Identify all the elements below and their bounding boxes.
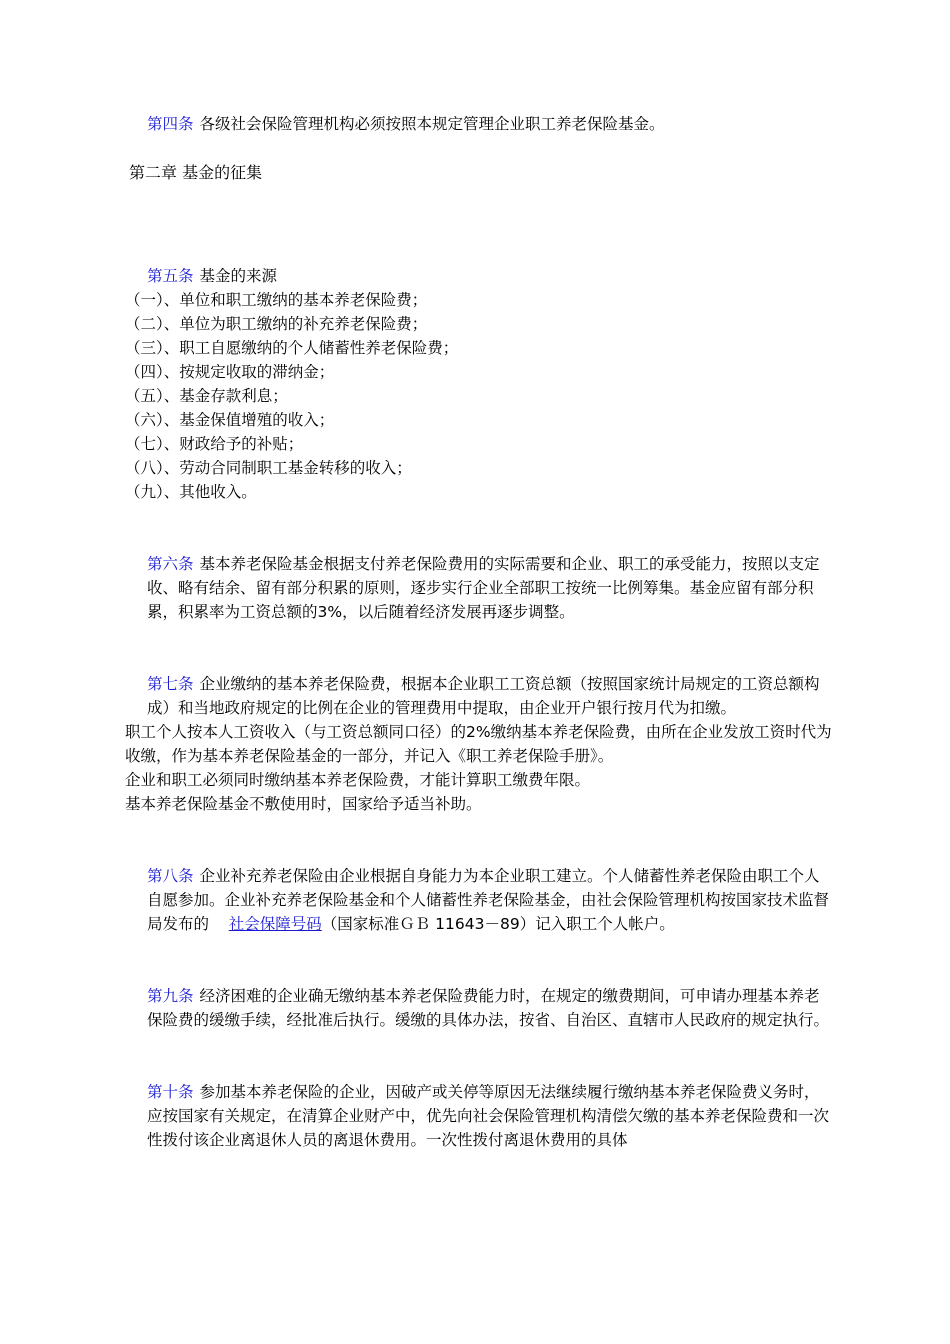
article-text: 经济困难的企业确无缴纳基本养老保险费能力时，在规定的缴费期间，可申请办理基本养老保险费的缓缴手续，经批准后执行。缓缴的具体办法，按省、自治区、直辖市人民政府的规定执行。 xyxy=(147,987,830,1029)
article-7-paragraph-2: 职工个人按本人工资收入（与工资总额同口径）的2%缴纳基本养老保险费，由所在企业发放工资时代为收缴，作为基本养老保险基金的一部分，并记入《职工养老保险手册》。 xyxy=(125,723,832,765)
list-item: （一）、单位和职工缴纳的基本养老保险费； xyxy=(125,291,428,309)
article-8 xyxy=(125,864,835,936)
chapter-heading: 第二章 基金的征集 xyxy=(129,163,263,182)
list-item: （六）、基金保值增殖的收入； xyxy=(125,411,335,429)
article-text: 参加基本养老保险的企业，因破产或关停等原因无法继续履行缴纳基本养老保险费义务时，应按国家有关规定，在清算企业财产中，优先向社会保险管理机构清偿欠缴的基本养老保险费和一次性拨付该企业离退休人员的离退休费用。一次性拨付离退休费用的具体 xyxy=(147,1083,830,1149)
article-text: 基金的来源 xyxy=(199,267,278,285)
article-label: 第四条 xyxy=(147,115,194,133)
article-5 xyxy=(125,264,835,288)
article-text: 企业补充养老保险由企业根据自身能力为本企业职工建立。个人储蓄性养老保险由职工个人自愿参加。企业补充养老保险基金和个人储蓄性养老保险基金，由社会保险管理机构按国家技术监督局发布的 xyxy=(147,867,830,933)
article-text: 企业缴纳的基本养老保险费，根据本企业职工工资总额（按照国家统计局规定的工资总额构成）和当地政府规定的比例在企业的管理费用中提取，由企业开户银行按月代为扣缴。 xyxy=(147,675,820,717)
list-item: （二）、单位为职工缴纳的补充养老保险费； xyxy=(125,315,428,333)
article-label: 第七条 xyxy=(147,675,194,693)
article-7-paragraph-3: 企业和职工必须同时缴纳基本养老保险费，才能计算职工缴费年限。 xyxy=(125,771,591,789)
article-7-paragraph-4: 基本养老保险基金不敷使用时，国家给予适当补助。 xyxy=(125,795,482,813)
article-7 xyxy=(125,672,835,720)
article-10 xyxy=(125,1080,835,1152)
article-4 xyxy=(125,112,835,136)
list-item: （八）、劳动合同制职工基金转移的收入； xyxy=(125,459,412,477)
social-security-number-link[interactable]: 社会保障号码 xyxy=(228,915,322,933)
article-6 xyxy=(125,552,835,624)
list-item: （三）、职工自愿缴纳的个人储蓄性养老保险费； xyxy=(125,339,459,357)
list-item: （九）、其他收入。 xyxy=(125,483,257,501)
article-text-after: （国家标准ＧＢ 11643－89）记入职工个人帐户。 xyxy=(321,915,675,933)
list-item: （四）、按规定收取的滞纳金； xyxy=(125,363,335,381)
article-label: 第八条 xyxy=(147,867,194,885)
article-label: 第九条 xyxy=(147,987,194,1005)
article-text: 基本养老保险基金根据支付养老保险费用的实际需要和企业、职工的承受能力，按照以支定收、略有结余、留有部分积累的原则，逐步实行企业全部职工按统一比例筹集。基金应留有部分积累，积累率为工资总额的3%，以后随着经济发展再逐步调整。 xyxy=(147,555,820,621)
article-label: 第五条 xyxy=(147,267,194,285)
list-item: （五）、基金存款利息； xyxy=(125,387,288,405)
document-body xyxy=(125,112,835,1152)
article-text: 各级社会保险管理机构必须按照本规定管理企业职工养老保险基金。 xyxy=(199,115,665,133)
article-9 xyxy=(125,984,835,1032)
article-label: 第十条 xyxy=(147,1083,194,1101)
list-item: （七）、财政给予的补贴； xyxy=(125,435,304,453)
article-label: 第六条 xyxy=(147,555,194,573)
